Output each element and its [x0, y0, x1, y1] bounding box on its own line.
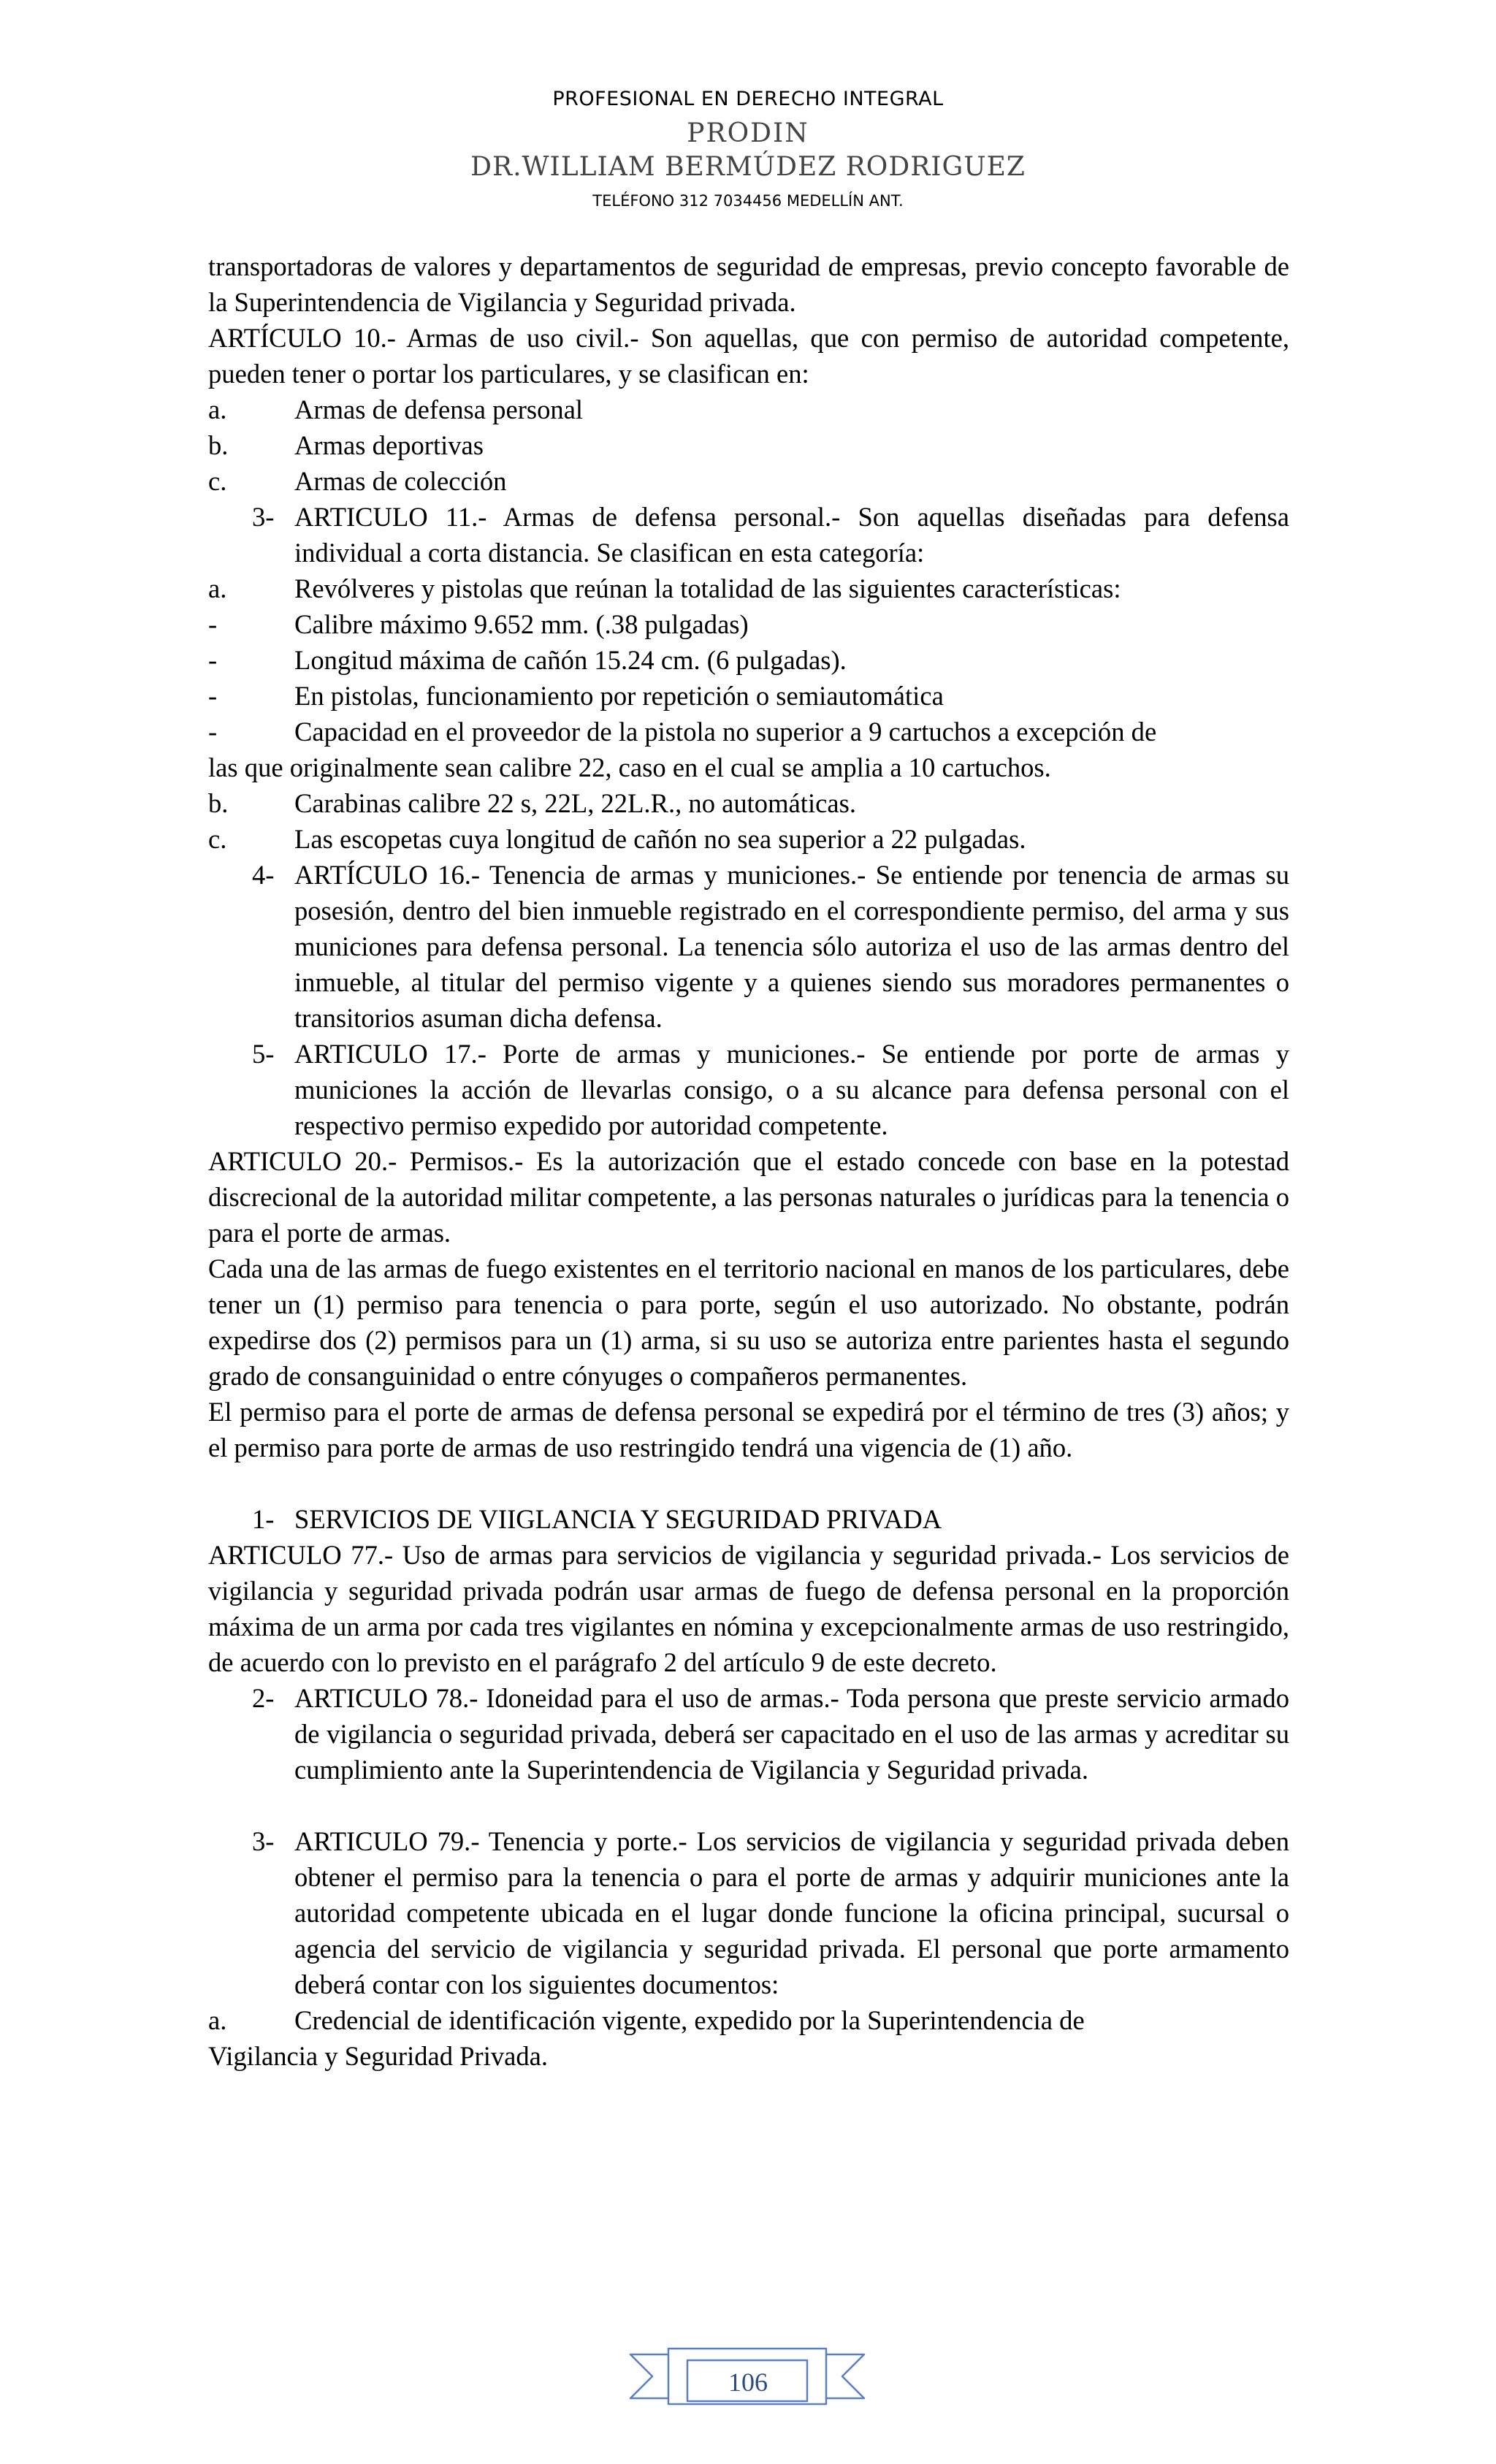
number-marker: 4- — [252, 860, 275, 890]
header-brand: PRODIN — [687, 118, 809, 148]
list-marker: a. — [208, 573, 227, 603]
list-marker: c. — [208, 824, 227, 854]
header-lawyer-name: DR.WILLIAM BERMÚDEZ RODRIGUEZ — [470, 152, 1026, 182]
number-marker: 3- — [252, 502, 275, 532]
list-marker: b. — [208, 788, 229, 818]
list-item — [208, 821, 1289, 857]
numbered-item — [208, 1036, 1289, 1143]
list-item — [208, 2002, 1289, 2038]
list-marker: - — [208, 609, 218, 639]
list-item — [208, 642, 1289, 678]
paragraph: transportadoras de valores y departamentos de seguridad de empresas, previo concepto favorable de la Superintendencia de Vigilancia y Seguridad privada. — [208, 251, 1289, 317]
paragraph: Cada una de las armas de fuego existentes en el territorio nacional en manos de los particulares, debe tener un (1) permiso para tenencia o para porte, según el uso autorizado. No obstante, podrán expedirse dos (2) permisos para un (1) arma, si su uso se autoriza entre parientes hasta el segundo grado de consanguinidad o entre cónyuges o compañeros permanentes. — [208, 1254, 1289, 1391]
number-marker: 5- — [252, 1039, 275, 1069]
number-marker: 1- — [252, 1504, 275, 1534]
header-phone: TELÉFONO 312 7034456 MEDELLÍN ANT. — [592, 192, 904, 210]
list-item — [208, 678, 1289, 714]
list-item — [208, 427, 1289, 463]
page-number: 106 — [728, 2368, 768, 2397]
paragraph-article-77: ARTICULO 77.- Uso de armas para servicios de vigilancia y seguridad privada.- Los servicios de vigilancia y seguridad privada podrán usar armas de fuego de defensa personal en la proporción máxima de un arma por cada tres vigilantes en nómina y excepcionalmente armas de uso restringido, de acuerdo con lo previsto en el parágrafo 2 del artículo 9 de este decreto. — [208, 1540, 1289, 1677]
paragraph-article-10: ARTÍCULO 10.- Armas de uso civil.- Son aquellas, que con permiso de autoridad competente, pueden tener o portar los particulares, y se clasifican en: — [208, 323, 1289, 389]
list-text: Carabinas calibre 22 s, 22L, 22L.R., no automáticas. — [294, 788, 856, 818]
numbered-item — [208, 857, 1289, 1036]
list-marker: - — [208, 681, 218, 711]
list-text: Las escopetas cuya longitud de cañón no sea superior a 22 pulgadas. — [294, 824, 1026, 854]
numbered-item — [208, 1680, 1289, 1788]
spacer — [208, 1788, 1289, 1823]
list-text: En pistolas, funcionamiento por repetición o semiautomática — [294, 681, 944, 711]
header-firm-line: PROFESIONAL EN DERECHO INTEGRAL — [552, 88, 944, 110]
numbered-item — [208, 499, 1289, 571]
list-text: Armas de defensa personal — [294, 394, 584, 424]
section-heading-text: SERVICIOS DE VIIGLANCIA Y SEGURIDAD PRIVADA — [294, 1504, 942, 1534]
list-text: Longitud máxima de cañón 15.24 cm. (6 pulgadas). — [294, 645, 847, 675]
list-marker: b. — [208, 430, 229, 460]
list-item — [208, 463, 1289, 499]
section-heading — [208, 1501, 1289, 1537]
list-item — [208, 392, 1289, 427]
numbered-text: ARTICULO 11.- Armas de defensa personal.- Son aquellas diseñadas para defensa individual a corta distancia. Se clasifican en esta categoría: — [294, 502, 1289, 568]
list-text: Credencial de identificación vigente, expedido por la Superintendencia de — [294, 2005, 1085, 2035]
document-body — [208, 248, 1289, 2074]
list-marker: - — [208, 645, 218, 675]
numbered-text: ARTICULO 78.- Idoneidad para el uso de armas.- Toda persona que preste servicio armado de vigilancia o seguridad privada, deberá ser capacitado en el uso de las armas y acreditar su cumplimiento ante la Superintendencia de Vigilancia y Seguridad privada. — [294, 1683, 1289, 1785]
list-continuation: Vigilancia y Seguridad Privada. — [208, 2041, 549, 2071]
numbered-text: ARTÍCULO 16.- Tenencia de armas y municiones.- Se entiende por tenencia de armas su posesión, dentro del bien inmueble registrado en el correspondiente permiso, del arma y sus municiones para defensa personal. La tenencia sólo autoriza el uso de las armas dentro del inmueble, al titular del permiso vigente y a quienes siendo sus moradores permanentes o transitorios asuman dicha defensa. — [294, 860, 1289, 1033]
list-item — [208, 714, 1289, 750]
list-item — [208, 571, 1289, 606]
list-marker: a. — [208, 2005, 227, 2035]
list-text: Armas deportivas — [294, 430, 484, 460]
paragraph: El permiso para el porte de armas de defensa personal se expedirá por el término de tres (3) años; y el permiso para porte de armas de uso restringido tendrá una vigencia de (1) año. — [208, 1397, 1289, 1462]
list-item — [208, 606, 1289, 642]
paragraph-article-20: ARTICULO 20.- Permisos.- Es la autorización que el estado concede con base en la potestad discrecional de la autoridad militar competente, a las personas naturales o jurídicas para la tenencia o para el porte de armas. — [208, 1146, 1289, 1248]
list-text: Armas de colección — [294, 466, 507, 496]
list-continuation: las que originalmente sean calibre 22, caso en el cual se amplia a 10 cartuchos. — [208, 752, 1051, 782]
list-item — [208, 785, 1289, 821]
number-marker: 2- — [252, 1683, 275, 1713]
list-text: Calibre máximo 9.652 mm. (.38 pulgadas) — [294, 609, 749, 639]
spacer — [208, 1465, 1289, 1501]
numbered-text: ARTICULO 17.- Porte de armas y municiones.- Se entiende por porte de armas y municiones la acción de llevarlas consigo, o a su alcance para defensa personal con el respectivo permiso expedido por autoridad competente. — [294, 1039, 1289, 1140]
list-text: Revólveres y pistolas que reúnan la totalidad de las siguientes características: — [294, 573, 1121, 603]
list-marker: - — [208, 717, 218, 747]
list-marker: a. — [208, 394, 227, 424]
number-marker: 3- — [252, 1826, 275, 1856]
numbered-item — [208, 1823, 1289, 2002]
list-text: Capacidad en el proveedor de la pistola no superior a 9 cartuchos a excepción de — [294, 717, 1157, 747]
numbered-text: ARTICULO 79.- Tenencia y porte.- Los servicios de vigilancia y seguridad privada deben obtener el permiso para la tenencia o para el porte de armas y adquirir municiones ante la autoridad competente ubicada en el lugar donde funcione la oficina principal, sucursal o agencia del servicio de vigilancia y seguridad privada. El personal que porte armamento deberá contar con los siguientes documentos: — [294, 1826, 1289, 1999]
list-marker: c. — [208, 466, 227, 496]
